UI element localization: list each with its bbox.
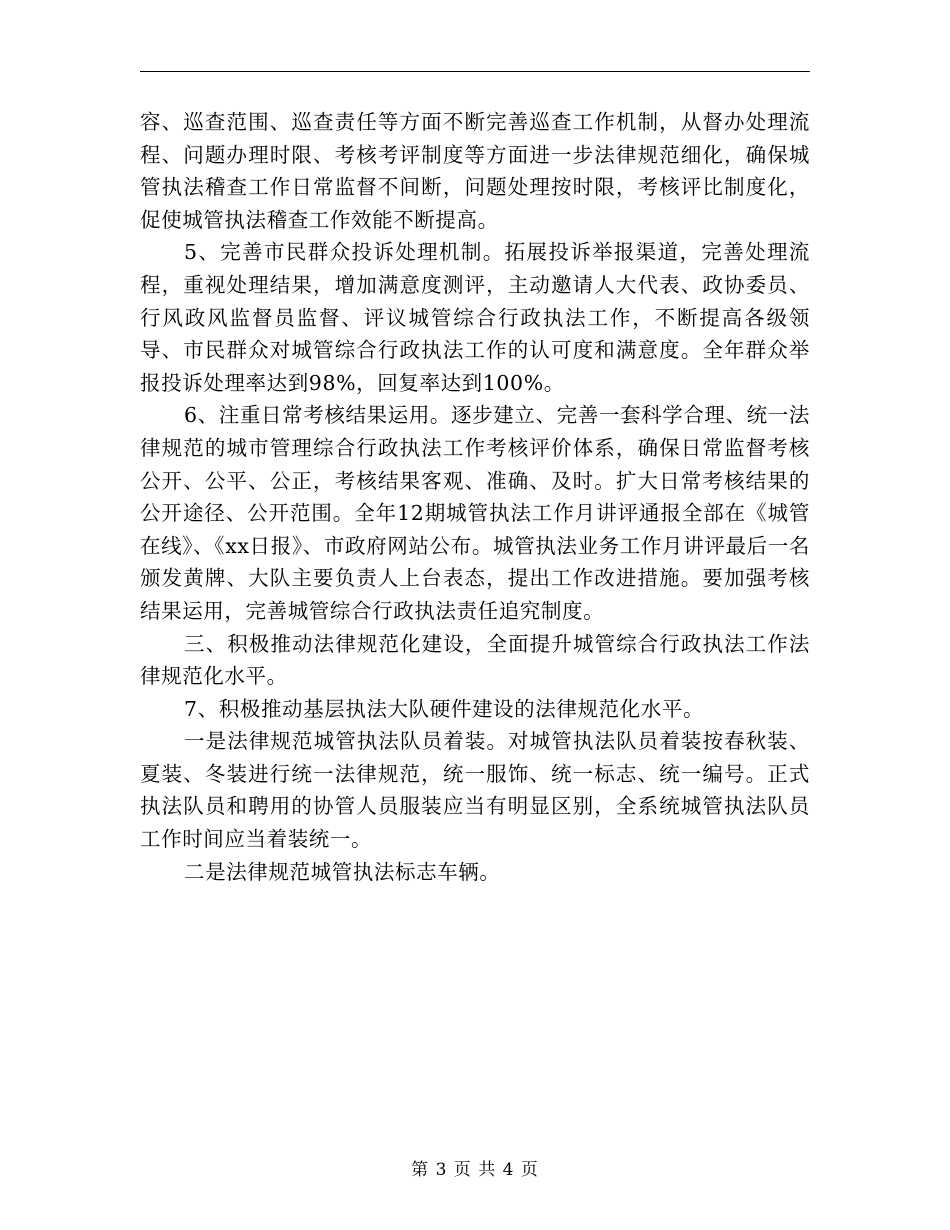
paragraph-6: 一是法律规范城管执法队员着装。对城管执法队员着装按春秋装、夏装、冬装进行统一法律规范，统一服饰、统一标志、统一编号。正式执法队员和聘用的协管人员服装应当有明显区别，全系统城管执法队员工作时间应当着装统一。 — [140, 729, 810, 852]
paragraph-3: 6、注重日常考核结果运用。逐步建立、完善一套科学合理、统一法律规范的城市管理综合行政执法工作考核评价体系，确保日常监督考核公开、公平、公正，考核结果客观、准确、及时。扩大日常考核结果的公开途径、公开范围。全年12期城管执法工作月讲评通报全部在《城管在线》、《xx日报》、市政府网站公布。城管执法业务工作月讲评最后一名颁发黄牌、大队主要负责人上台表态，提出工作改进措施。要加强考核结果运用，完善城管综合行政执法责任追究制度。 — [140, 403, 810, 623]
paragraph-7: 二是法律规范城管执法标志车辆。 — [184, 859, 501, 884]
header-rule — [140, 71, 810, 72]
paragraph-2: 5、完善市民群众投诉处理机制。拓展投诉举报渠道，完善处理流程，重视处理结果，增加满意度测评，主动邀请人大代表、政协委员、行风政风监督员监督、评议城管综合行政执法工作，不断提高各级领导、市民群众对城管综合行政执法工作的认可度和满意度。全年群众举报投诉处理率达到98%，回复率达到100%。 — [140, 240, 810, 395]
paragraph-4: 三、积极推动法律规范化建设，全面提升城管综合行政执法工作法律规范化水平。 — [140, 631, 810, 689]
paragraph-1: 容、巡查范围、巡查责任等方面不断完善巡查工作机制，从督办处理流程、问题办理时限、考核考评制度等方面进一步法律规范细化，确保城管执法稽查工作日常监督不间断，问题处理按时限，考核评比制度化，促使城管执法稽查工作效能不断提高。 — [140, 110, 810, 232]
page-number-footer: 第 3 页 共 4 页 — [411, 1160, 539, 1180]
paragraph-5: 7、积极推动基层执法大队硬件建设的法律规范化水平。 — [184, 696, 705, 721]
document-body — [140, 106, 810, 888]
